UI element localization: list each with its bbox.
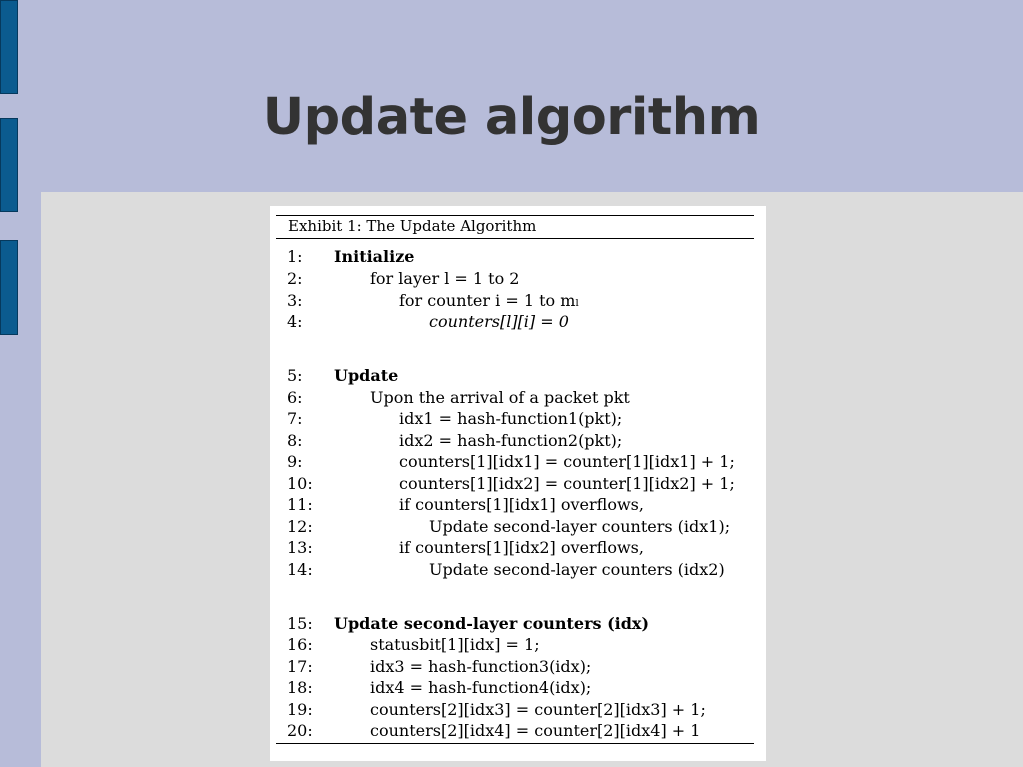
line-text: counters[1][idx1] = counter[1][idx1] + 1; — [399, 452, 735, 471]
line-number: 19: — [287, 700, 313, 719]
algo-line — [270, 430, 766, 452]
line-text: for layer l = 1 to 2 — [370, 269, 520, 288]
line-text: Upon the arrival of a packet pkt — [370, 388, 630, 407]
line-text: statusbit[1][idx] = 1; — [370, 635, 540, 654]
line-number: 14: — [287, 560, 313, 579]
line-text: Initialize — [334, 247, 415, 266]
line-number: 3: — [287, 291, 303, 310]
algo-line — [270, 613, 766, 635]
exhibit-image — [270, 206, 766, 761]
algo-line — [270, 365, 766, 387]
algo-line — [270, 634, 766, 656]
line-text: counters[1][idx2] = counter[1][idx2] + 1; — [399, 474, 735, 493]
line-number: 16: — [287, 635, 313, 654]
exhibit-caption: Exhibit 1: The Update Algorithm — [288, 217, 537, 235]
line-text: Update second-layer counters (idx2) — [429, 560, 725, 579]
exhibit-caption-rule — [276, 238, 754, 239]
line-number: 12: — [287, 517, 313, 536]
line-number: 20: — [287, 721, 313, 740]
line-number: 1: — [287, 247, 303, 266]
algo-line — [270, 268, 766, 290]
algo-line — [270, 246, 766, 268]
exhibit-bottom-rule — [276, 743, 754, 744]
algo-line — [270, 559, 766, 581]
line-text: idx3 = hash-function3(idx); — [370, 657, 592, 676]
line-number: 8: — [287, 431, 303, 450]
algo-line — [270, 473, 766, 495]
line-text: idx4 = hash-function4(idx); — [370, 678, 592, 697]
algo-line — [270, 656, 766, 678]
slide-title: Update algorithm — [262, 88, 761, 147]
line-number: 7: — [287, 409, 303, 428]
algo-line — [270, 516, 766, 538]
line-text: Update second-layer counters (idx) — [334, 614, 650, 633]
algo-line — [270, 311, 766, 333]
line-number: 15: — [287, 614, 313, 633]
algo-line — [270, 290, 766, 312]
algo-line — [270, 699, 766, 721]
algo-line — [270, 720, 766, 742]
line-text: counters[l][i] = 0 — [429, 312, 569, 331]
algo-line — [270, 408, 766, 430]
line-text: counters[2][idx3] = counter[2][idx3] + 1; — [370, 700, 706, 719]
line-number: 4: — [287, 312, 303, 331]
algo-line — [270, 451, 766, 473]
line-number: 11: — [287, 495, 313, 514]
line-number: 5: — [287, 366, 303, 385]
line-text: idx2 = hash-function2(pkt); — [399, 431, 623, 450]
line-text: counters[2][idx4] = counter[2][idx4] + 1 — [370, 721, 701, 740]
line-number: 6: — [287, 388, 303, 407]
line-number: 9: — [287, 452, 303, 471]
line-text: idx1 = hash-function1(pkt); — [399, 409, 623, 428]
line-text: for counter i = 1 to mₗ — [399, 291, 580, 310]
line-number: 2: — [287, 269, 303, 288]
algo-line — [270, 677, 766, 699]
line-text: Update — [334, 366, 399, 385]
algo-line — [270, 494, 766, 516]
line-text: if counters[1][idx2] overflows, — [399, 538, 644, 557]
algo-line — [270, 537, 766, 559]
slide-side-tab-3 — [0, 240, 18, 335]
line-number: 10: — [287, 474, 313, 493]
slide-side-tab-1 — [0, 0, 18, 94]
algo-line — [270, 387, 766, 409]
line-number: 17: — [287, 657, 313, 676]
line-text: Update second-layer counters (idx1); — [429, 517, 731, 536]
line-number: 13: — [287, 538, 313, 557]
line-number: 18: — [287, 678, 313, 697]
line-text: if counters[1][idx1] overflows, — [399, 495, 644, 514]
